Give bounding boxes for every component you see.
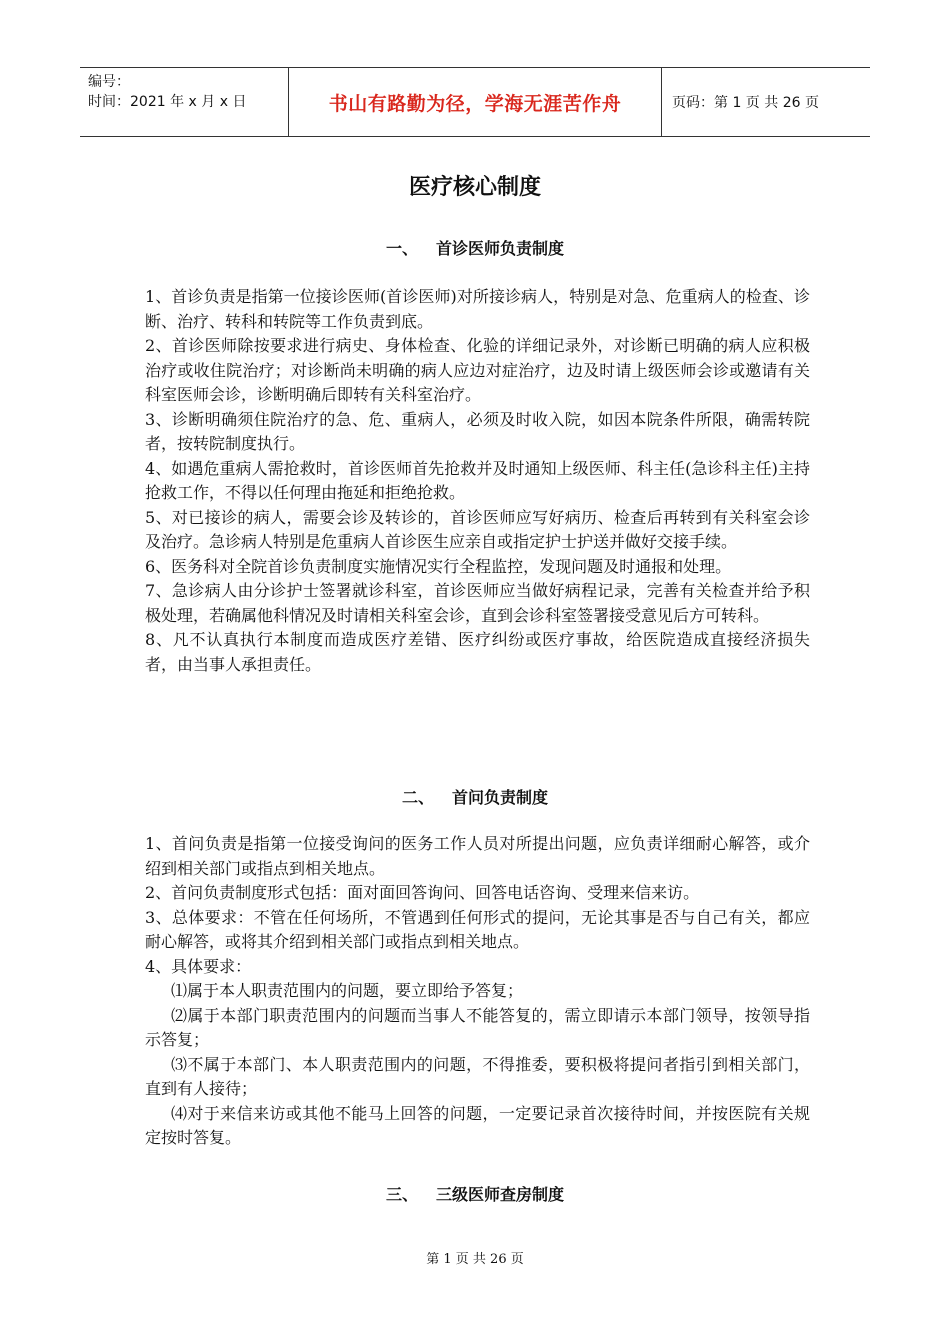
document-title: 医疗核心制度 <box>408 175 541 200</box>
paragraph: 6、医务科对全院首诊负责制度实施情况实行全程监控，发现问题及时通报和处理。 <box>145 556 732 576</box>
section-heading-2 <box>0 785 950 808</box>
paragraph: 4、具体要求： <box>145 956 252 976</box>
sub-item: ⑴属于本人职责范围内的问题，要立即给予答复； <box>171 981 524 1000</box>
page-footer: 第 1 页 共 26 页 <box>426 1252 524 1267</box>
paragraph: 5、对已接诊的病人，需要会诊及转诊的，首诊医师应写好病历、检查后再转到有关科室会诊及治疗。急诊病人特别是危重病人首诊医生应亲自或指定护士护送并做好交接手续。 <box>145 507 810 551</box>
paragraph: 2、首问负责制度形式包括：面对面回答询问、回答电话咨询、受理来信来访。 <box>145 883 700 902</box>
paragraph: 3、总体要求：不管在任何场所，不管遇到任何形式的提问，无论其事是否与自己有关，都应耐心解答，或将其介绍到相关部门或指点到相关地点。 <box>145 907 810 951</box>
section-heading-1 <box>0 236 950 259</box>
section-number: 一、 <box>385 239 418 258</box>
paragraph: 3、诊断明确须住院治疗的急、危、重病人，必须及时收入院，如因本院条件所限，确需转院者，按转院制度执行。 <box>145 409 810 453</box>
header-page-info: 页码：第 1 页 共 26 页 <box>672 95 819 111</box>
paragraph: 8、凡不认真执行本制度而造成医疗差错、医疗纠纷或医疗事故，给医院造成直接经济损失者，由当事人承担责任。 <box>145 630 810 674</box>
section-heading-3 <box>0 1182 950 1205</box>
paragraph: 1、首问负责是指第一位接受询问的医务工作人员对所提出问题，应负责详细耐心解答，或介绍到相关部门或指点到相关地点。 <box>145 834 810 878</box>
paragraph: 7、急诊病人由分诊护士签署就诊科室，首诊医师应当做好病程记录，完善有关检查并给予积极处理，若确属他科情况及时请相关科室会诊，直到会诊科室签署接受意见后方可转科。 <box>145 581 810 625</box>
sub-item: ⑵属于本部门职责范围内的问题而当事人不能答复的，需立即请示本部门领导，按领导指示答复； <box>145 1005 810 1049</box>
sub-item: ⑷对于来信来访或其他不能马上回答的问题，一定要记录首次接待时间，并按医院有关规定按时答复。 <box>145 1103 810 1147</box>
section-title: 首问负责制度 <box>452 788 549 807</box>
document-header <box>80 67 870 137</box>
section-number: 三、 <box>385 1185 418 1204</box>
paragraph: 4、如遇危重病人需抢救时，首诊医师首先抢救并及时通知上级医师、科主任(急诊科主任)主持抢救工作，不得以任何理由拖延和拒绝抢救。 <box>145 458 810 502</box>
paragraph: 2、首诊医师除按要求进行病史、身体检查、化验的详细记录外，对诊断已明确的病人应积极治疗或收住院治疗；对诊断尚未明确的病人应边对症治疗，边及时请上级医师会诊或邀请有关科室医师会诊，诊断明确后即转有关科室治疗。 <box>145 336 810 404</box>
section-2-body <box>145 832 810 1151</box>
section-title: 三级医师查房制度 <box>436 1185 565 1204</box>
section-number: 二、 <box>401 788 434 807</box>
section-1-body <box>145 285 810 677</box>
number-label: 编号： <box>88 74 130 90</box>
paragraph: 1、首诊负责是指第一位接诊医师(首诊医师)对所接诊病人，特别是对急、危重病人的检查、诊断、治疗、转科和转院等工作负责到底。 <box>145 287 810 331</box>
section-title: 首诊医师负责制度 <box>436 239 565 258</box>
sub-item: ⑶不属于本部门、本人职责范围内的问题，不得推委，要积极将提问者指引到相关部门，直到有人接待； <box>145 1054 810 1098</box>
header-meta <box>80 68 289 136</box>
header-motto: 书山有路勤为径，学海无涯苦作舟 <box>289 68 662 136</box>
date-label: 时间：2021 年 x 月 x 日 <box>88 94 247 110</box>
